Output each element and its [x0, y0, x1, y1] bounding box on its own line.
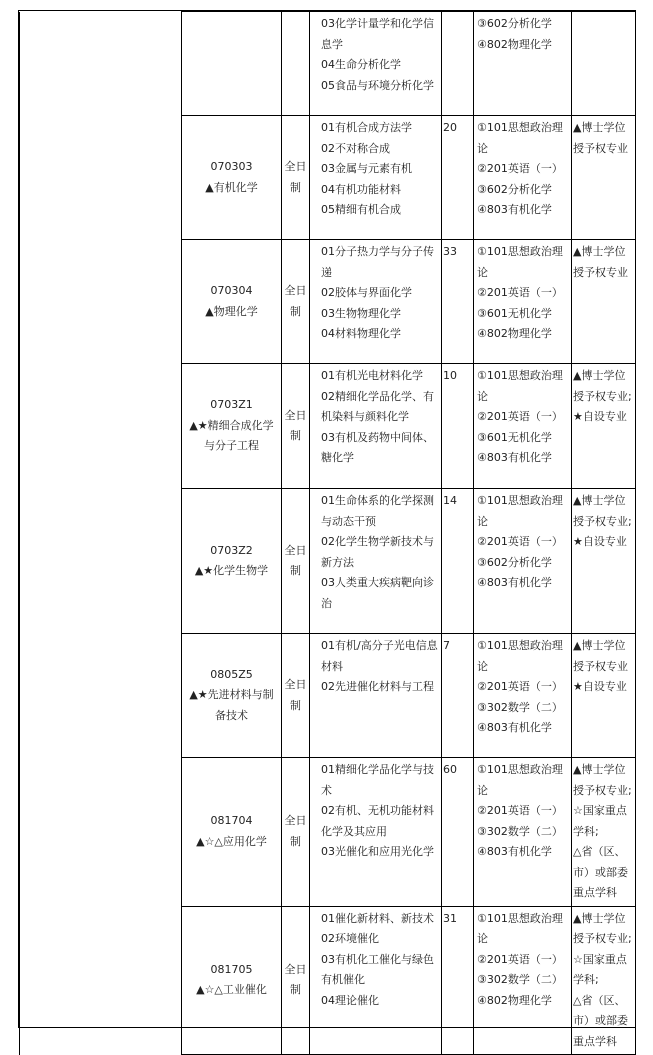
remarks-cell: [572, 240, 636, 364]
exam-subject: ④803有机化学: [477, 721, 552, 734]
exam-subject: ②201英语（一）: [477, 162, 563, 175]
research-directions-cell: [310, 634, 442, 758]
program-name: ▲☆△应用化学: [196, 834, 267, 848]
remark: ☆国家重点学科;: [573, 804, 627, 838]
research-direction: 02有机、无机功能材料化学及其应用: [321, 804, 434, 838]
research-directions-cell: [310, 364, 442, 489]
research-direction: 03有机及药物中间体、糖化学: [321, 430, 434, 464]
program-table: [19, 11, 636, 1055]
exam-subject: ③302数学（二）: [477, 700, 563, 714]
exam-subject: ④803有机化学: [477, 576, 552, 589]
program-code-cell: [182, 12, 282, 116]
research-direction: 02先进催化材料与工程: [321, 680, 434, 693]
exam-subject: ④802物理化学: [477, 327, 552, 340]
program-code: 081705: [210, 962, 253, 976]
exam-subject: ④803有机化学: [477, 451, 552, 464]
program-code-cell: [182, 906, 282, 1055]
table-body: [20, 12, 636, 1055]
enrollment-quota-cell: [442, 12, 474, 116]
remarks-cell: [572, 634, 636, 758]
research-direction: 02不对称合成: [321, 141, 390, 155]
enrollment-quota: 33: [443, 245, 457, 258]
exam-subject: ①101思想政治理论: [477, 369, 563, 403]
exam-subject: ①101思想政治理论: [477, 763, 563, 797]
department-cell: [20, 12, 182, 1055]
research-direction: 03金属与元素有机: [321, 162, 412, 175]
research-direction: 04有机功能材料: [321, 182, 401, 196]
enrollment-quota-cell: [442, 906, 474, 1055]
catalog-sheet: [18, 10, 636, 1048]
remarks-cell: [572, 116, 636, 240]
exam-subject: ④802物理化学: [477, 993, 552, 1007]
exam-subject: ③601无机化学: [477, 430, 552, 444]
exam-subject: ①101思想政治理论: [477, 121, 563, 155]
research-direction: 03生物物理化学: [321, 306, 401, 320]
program-code: 0703Z1: [210, 398, 253, 412]
enrollment-quota: 20: [443, 121, 457, 134]
remark: ▲博士学位授予权专业: [573, 639, 628, 673]
research-direction: 03光催化和应用光化学: [321, 845, 434, 858]
program-code-cell: [182, 634, 282, 758]
research-direction: 05食品与环境分析化学: [321, 78, 434, 92]
study-mode-cell: [282, 12, 310, 116]
study-mode: 全日制: [284, 678, 307, 712]
exam-subject: ①101思想政治理论: [477, 494, 563, 528]
research-direction: 01有机光电材料化学: [321, 369, 423, 382]
exam-subject: ②201英语（一）: [477, 680, 563, 693]
remark: ▲博士学位授予权专业;: [573, 911, 632, 945]
remark: ★自设专业: [573, 680, 627, 693]
study-mode: 全日制: [284, 160, 307, 194]
research-direction: 01生命体系的化学探测与动态干预: [321, 494, 434, 528]
remarks-cell: [572, 489, 636, 634]
exam-subject: ③602分析化学: [477, 555, 552, 569]
program-code-cell: [182, 489, 282, 634]
study-mode-cell: [282, 240, 310, 364]
research-direction: 03人类重大疾病靶向诊治: [321, 576, 434, 610]
enrollment-quota: 31: [443, 911, 457, 925]
program-code: 070303: [210, 160, 253, 173]
exam-subjects-cell: [474, 906, 572, 1055]
program-name: ▲☆△工业催化: [196, 983, 267, 997]
remarks-cell: [572, 758, 636, 907]
research-direction: 02环境催化: [321, 932, 379, 945]
remark: ▲博士学位授予权专业: [573, 121, 628, 155]
program-code: 0703Z2: [210, 543, 253, 557]
research-direction: 01有机/高分子光电信息材料: [321, 639, 438, 673]
research-direction: 02化学生物学新技术与新方法: [321, 535, 434, 569]
exam-subject: ①101思想政治理论: [477, 639, 563, 673]
research-directions-cell: [310, 906, 442, 1055]
research-directions-cell: [310, 116, 442, 240]
study-mode: 全日制: [284, 408, 307, 442]
study-mode-cell: [282, 634, 310, 758]
remarks-cell: [572, 364, 636, 489]
research-direction: 01分子热力学与分子传递: [321, 245, 434, 279]
research-direction: 05精细有机合成: [321, 203, 401, 216]
exam-subject: ②201英语（一）: [477, 804, 563, 817]
remark: ★自设专业: [573, 410, 627, 423]
study-mode: 全日制: [284, 543, 307, 577]
exam-subject: ③602分析化学: [477, 182, 552, 196]
program-code-cell: [182, 758, 282, 907]
program-name: ▲★化学生物学: [194, 564, 269, 577]
study-mode-cell: [282, 364, 310, 489]
program-name: ▲★精细合成化学与分子工程: [189, 418, 274, 453]
remark: ☆国家重点学科;: [573, 952, 627, 986]
exam-subject: ②201英语（一）: [477, 410, 563, 423]
research-direction: 04材料物理化学: [321, 327, 401, 340]
remark: ▲博士学位授予权专业;: [573, 763, 632, 797]
remark: ▲博士学位授予权专业;: [573, 494, 632, 528]
exam-subject: ②201英语（一）: [477, 535, 563, 548]
study-mode-cell: [282, 906, 310, 1055]
study-mode-cell: [282, 116, 310, 240]
program-code-cell: [182, 364, 282, 489]
remarks-cell: [572, 906, 636, 1055]
research-directions-cell: [310, 758, 442, 907]
enrollment-quota: 60: [443, 763, 457, 776]
remark: ▲博士学位授予权专业: [573, 245, 628, 279]
exam-subject: ①101思想政治理论: [477, 911, 563, 945]
research-directions-cell: [310, 240, 442, 364]
program-name: ▲物理化学: [205, 304, 258, 318]
research-direction: 04生命分析化学: [321, 58, 401, 71]
exam-subject: ④803有机化学: [477, 203, 552, 216]
exam-subjects-cell: [474, 116, 572, 240]
enrollment-quota-cell: [442, 489, 474, 634]
remarks-cell: [572, 12, 636, 116]
study-mode: 全日制: [284, 814, 307, 848]
enrollment-quota: 14: [443, 494, 457, 507]
exam-subject: ④803有机化学: [477, 845, 552, 858]
exam-subject: ③302数学（二）: [477, 824, 563, 838]
exam-subject: ④802物理化学: [477, 37, 552, 51]
study-mode: 全日制: [284, 284, 307, 318]
exam-subjects-cell: [474, 364, 572, 489]
exam-subjects-cell: [474, 634, 572, 758]
exam-subjects-cell: [474, 12, 572, 116]
study-mode-cell: [282, 489, 310, 634]
exam-subject: ①101思想政治理论: [477, 245, 563, 279]
program-code: 0805Z5: [210, 667, 253, 681]
enrollment-quota: 10: [443, 369, 457, 382]
study-mode-cell: [282, 758, 310, 907]
research-direction: 04理论催化: [321, 993, 379, 1007]
remark: △省（区、市）或部委重点学科: [573, 993, 628, 1048]
remark: ▲博士学位授予权专业;: [573, 369, 632, 403]
research-direction: 02胶体与界面化学: [321, 286, 412, 299]
exam-subjects-cell: [474, 489, 572, 634]
research-directions-cell: [310, 12, 442, 116]
exam-subject: ②201英语（一）: [477, 952, 563, 966]
enrollment-quota-cell: [442, 758, 474, 907]
exam-subject: ③601无机化学: [477, 306, 552, 320]
research-direction: 01精细化学品化学与技术: [321, 763, 434, 797]
research-direction: 02精细化学品化学、有机染料与颜料化学: [321, 389, 434, 423]
program-code-cell: [182, 240, 282, 364]
enrollment-quota-cell: [442, 634, 474, 758]
enrollment-quota: 7: [443, 639, 450, 652]
exam-subject: ③302数学（二）: [477, 973, 563, 986]
remark: ★自设专业: [573, 535, 627, 548]
enrollment-quota-cell: [442, 364, 474, 489]
program-code-cell: [182, 116, 282, 240]
program-code: 081704: [210, 814, 253, 828]
remark: △省（区、市）或部委重点学科: [573, 845, 628, 899]
research-direction: 01催化新材料、新技术: [321, 911, 434, 925]
research-directions-cell: [310, 489, 442, 634]
research-direction: 03有机化工催化与绿色有机催化: [321, 952, 434, 986]
program-name: ▲★先进材料与制备技术: [189, 688, 274, 722]
program-code: 070304: [210, 284, 253, 297]
research-direction: 03化学计量学和化学信息学: [321, 17, 434, 51]
study-mode: 全日制: [284, 962, 307, 997]
research-direction: 01有机合成方法学: [321, 121, 412, 134]
table-row: [20, 12, 636, 116]
exam-subject: ③602分析化学: [477, 17, 552, 30]
exam-subjects-cell: [474, 240, 572, 364]
program-name: ▲有机化学: [205, 180, 258, 194]
exam-subject: ②201英语（一）: [477, 286, 563, 299]
enrollment-quota-cell: [442, 240, 474, 364]
exam-subjects-cell: [474, 758, 572, 907]
enrollment-quota-cell: [442, 116, 474, 240]
